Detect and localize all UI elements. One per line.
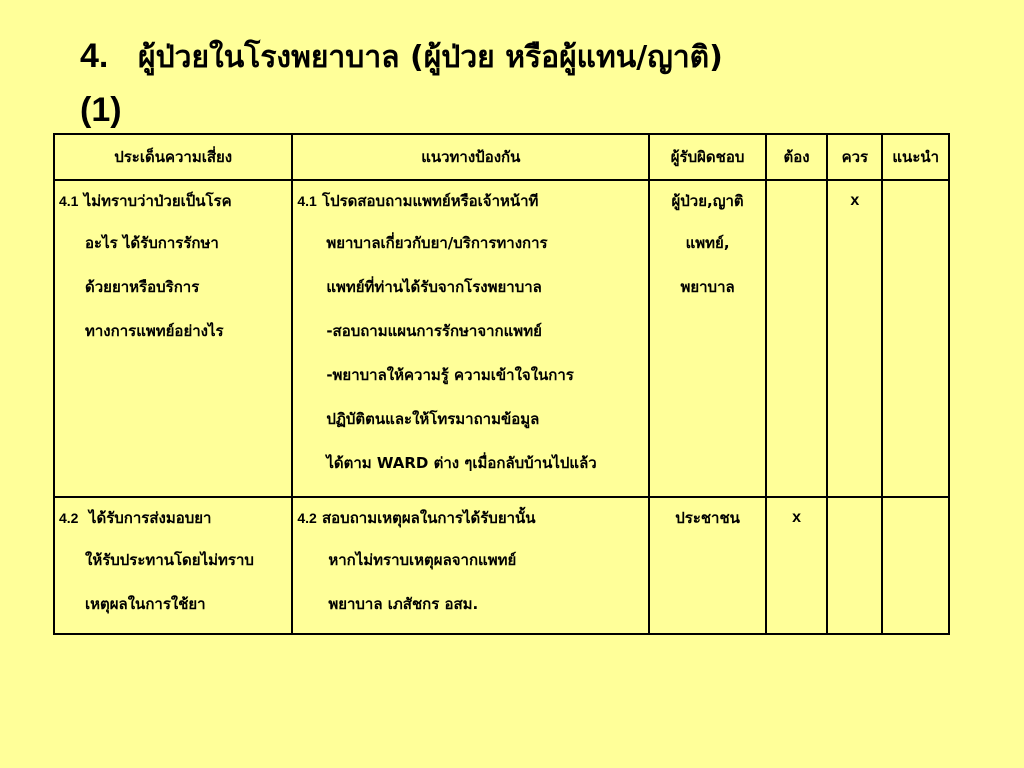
title-subtitle: (1) <box>80 91 122 129</box>
guide-text: โปรดสอบถามแพทย์หรือเจ้าหน้าที <box>322 192 539 210</box>
risk-issue-cell <box>54 180 292 497</box>
header-risk-issue: ประเด็นความเสี่ยง <box>54 134 292 180</box>
guide-first-line <box>297 181 644 221</box>
risk-text: ไม่ทราบว่าป่วยเป็นโรค <box>83 192 232 210</box>
title-number: 4. <box>80 37 109 75</box>
responsible-line: ผู้ป่วย,ญาติ <box>671 192 744 210</box>
slide-title <box>80 30 980 136</box>
risk-text: ได้รับการส่งมอบยา <box>88 509 212 527</box>
guide-line: ได้ตาม WARD ต่าง ๆเมื่อกลับบ้านไปแล้ว <box>326 454 597 472</box>
responsible-line: แพทย์, <box>685 234 730 252</box>
must-cell <box>766 180 827 497</box>
prevention-guideline-cell <box>292 497 649 634</box>
header-should: ควร <box>827 134 882 180</box>
recommend-cell <box>882 497 949 634</box>
guide-number: 4.2 <box>297 510 317 526</box>
guide-line: พยาบาล เภสัชกร อสม. <box>328 595 479 613</box>
guide-line: ปฏิบัติตนและให้โทรมาถามข้อมูล <box>326 410 540 428</box>
title-line-1 <box>80 30 980 84</box>
responsible-cell <box>649 180 766 497</box>
risk-number: 4.1 <box>59 193 79 209</box>
prevention-guideline-cell <box>292 180 649 497</box>
must-mark: x <box>792 509 801 526</box>
table-row <box>54 497 949 634</box>
header-must: ต้อง <box>766 134 827 180</box>
should-mark <box>832 498 877 538</box>
risk-line: เหตุผลในการใช้ยา <box>85 595 206 613</box>
guide-line: -สอบถามแผนการรักษาจากแพทย์ <box>326 322 542 340</box>
risk-first-line <box>59 498 287 538</box>
guide-text: สอบถามเหตุผลในการได้รับยานั้น <box>322 509 536 527</box>
responsible-cell <box>649 497 766 634</box>
recommend-mark <box>887 181 944 221</box>
guide-line: -พยาบาลให้ความรู้ ความเข้าใจในการ <box>326 366 574 384</box>
recommend-mark <box>887 498 944 538</box>
guide-line: แพทย์ที่ท่านได้รับจากโรงพยาบาล <box>326 278 542 296</box>
responsible-line: ประชาชน <box>675 509 740 527</box>
title-text: ผู้ป่วยในโรงพยาบาล (ผู้ป่วย หรือผู้แทน/ญาติ) <box>138 40 723 75</box>
header-recommend: แนะนำ <box>882 134 949 180</box>
table-header-row <box>54 134 949 180</box>
risk-prevention-table <box>53 133 950 635</box>
risk-first-line <box>59 181 287 221</box>
header-responsible: ผู้รับผิดชอบ <box>649 134 766 180</box>
guide-line: พยาบาลเกี่ยวกับยา/บริการทางการ <box>326 234 548 252</box>
should-cell <box>827 180 882 497</box>
must-mark <box>771 181 822 221</box>
recommend-cell <box>882 180 949 497</box>
risk-line: ให้รับประทานโดยไม่ทราบ <box>85 551 254 569</box>
guide-number: 4.1 <box>297 193 317 209</box>
guide-first-line <box>297 498 644 538</box>
risk-line: ด้วยยาหรือบริการ <box>85 278 200 296</box>
responsible-line: พยาบาล <box>680 278 735 296</box>
header-prevention-guideline: แนวทางป้องกัน <box>292 134 649 180</box>
risk-issue-cell <box>54 497 292 634</box>
risk-number: 4.2 <box>59 510 79 526</box>
should-mark: x <box>850 192 860 209</box>
must-cell <box>766 497 827 634</box>
risk-line: อะไร ได้รับการรักษา <box>85 234 219 252</box>
table-row <box>54 180 949 497</box>
risk-line: ทางการแพทย์อย่างไร <box>85 322 224 340</box>
should-cell <box>827 497 882 634</box>
guide-line: หากไม่ทราบเหตุผลจากแพทย์ <box>328 551 517 569</box>
